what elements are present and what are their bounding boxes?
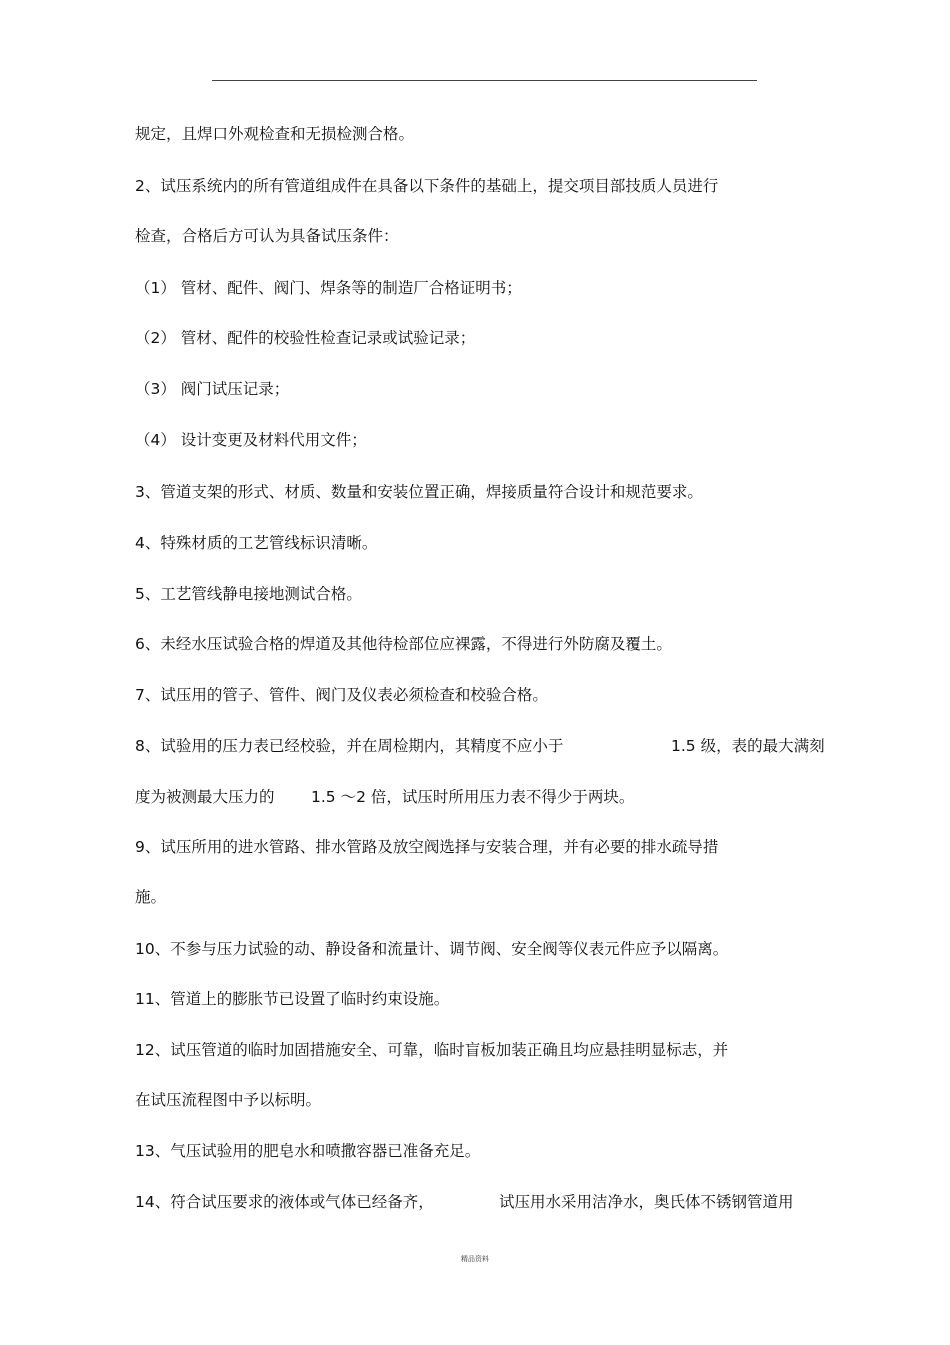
text-segment: 6、未经水压试验合格的焊道及其他待检部位应裸露，不得进行外防腐及覆土。	[135, 635, 672, 653]
text-line	[135, 887, 166, 907]
text-line	[135, 482, 703, 502]
text-segment: 试压用水采用洁净水，奥氏体不锈钢管道用	[499, 1193, 794, 1211]
text-line	[135, 787, 275, 807]
text-line	[135, 278, 522, 298]
text-segment: 3、管道支架的形式、材质、数量和安装位置正确，焊接质量符合设计和规范要求。	[135, 483, 703, 501]
text-segment: 1.5 级，表的最大满刻	[671, 737, 825, 755]
text-segment: 4、特殊材质的工艺管线标识清晰。	[135, 534, 378, 552]
text-line	[135, 1040, 728, 1060]
text-line	[135, 634, 672, 654]
text-line	[135, 176, 718, 196]
text-line	[135, 1090, 321, 1110]
text-line	[135, 736, 563, 756]
page-footer: 精品资料	[461, 1255, 489, 1263]
text-segment: 11、管道上的膨胀节已设置了临时约束设施。	[135, 990, 450, 1008]
text-segment: 2、试压系统内的所有管道组成件在具备以下条件的基础上，提交项目部技质人员进行	[135, 177, 719, 195]
text-line	[135, 685, 548, 705]
text-segment: （2） 管材、配件的校验性检查记录或试验记录；	[135, 329, 476, 347]
text-segment: 1.5 ～2 倍，试压时所用压力表不得少于两块。	[311, 788, 635, 806]
text-line	[135, 533, 377, 553]
text-segment: 7、试压用的管子、管件、阀门及仪表必须检查和校验合格。	[135, 686, 548, 704]
text-segment: 规定，且焊口外观检查和无损检测合格。	[135, 125, 415, 143]
text-line	[135, 939, 728, 959]
text-line	[135, 430, 367, 450]
text-line	[135, 328, 475, 348]
text-segment: 检查，合格后方可认为具备试压条件：	[135, 227, 399, 245]
text-segment: 在试压流程图中予以标明。	[135, 1091, 322, 1109]
text-line	[135, 1192, 434, 1212]
text-line	[135, 226, 399, 246]
text-line	[135, 584, 362, 604]
text-line	[135, 124, 414, 144]
text-line	[135, 1141, 480, 1161]
text-segment: 5、工艺管线静电接地测试合格。	[135, 585, 362, 603]
text-segment: 8、试验用的压力表已经校验，并在周检期内，其精度不应小于	[135, 737, 564, 755]
text-line	[671, 736, 825, 756]
text-segment: （3） 阀门试压记录；	[135, 380, 290, 398]
text-segment: 10、不参与压力试验的动、静设备和流量计、调节阀、安全阀等仪表元件应予以隔离。	[135, 940, 729, 958]
text-segment: （1） 管材、配件、阀门、焊条等的制造厂合格证明书；	[135, 279, 522, 297]
text-segment: 13、气压试验用的肥皂水和喷撒容器已准备充足。	[135, 1142, 481, 1160]
text-line	[135, 989, 449, 1009]
text-segment: 度为被测最大压力的	[135, 788, 275, 806]
text-segment: 施。	[135, 888, 167, 906]
text-line	[135, 837, 718, 857]
text-line	[311, 787, 634, 807]
text-segment: 14、符合试压要求的液体或气体已经备齐，	[135, 1193, 434, 1211]
text-line	[499, 1192, 794, 1212]
header-rule	[212, 80, 757, 81]
text-segment: （4） 设计变更及材料代用文件；	[135, 431, 367, 449]
text-segment: 12、试压管道的临时加固措施安全、可靠，临时盲板加装正确且均应悬挂明显标志，并	[135, 1041, 729, 1059]
text-line	[135, 379, 289, 399]
text-segment: 9、试压所用的进水管路、排水管路及放空阀选择与安装合理，并有必要的排水疏导措	[135, 838, 719, 856]
